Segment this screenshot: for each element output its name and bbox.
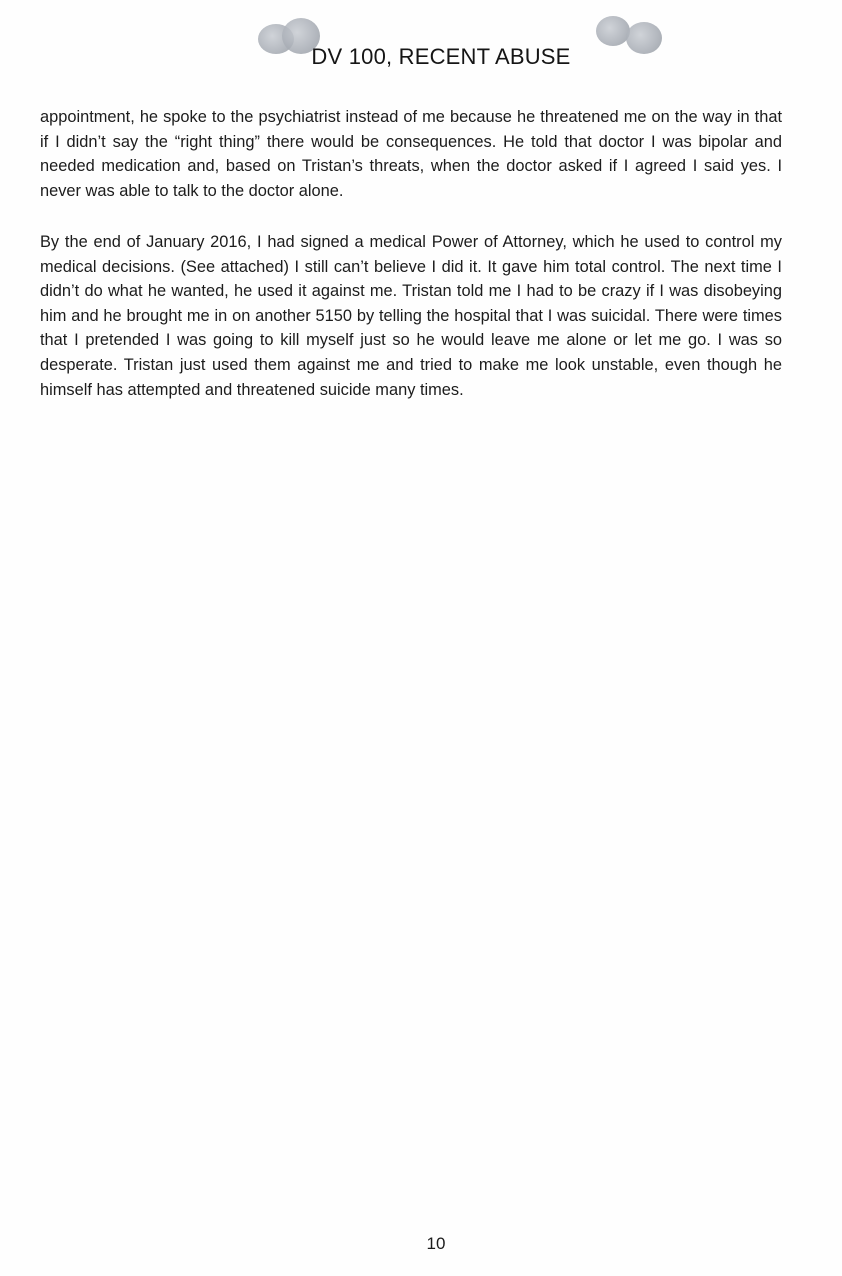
redaction-mark — [596, 16, 630, 46]
paragraph: appointment, he spoke to the psychiatrist instead of me because he threatened me on the way in that if I didn’t say the “right thing” there would be consequences. He told that doctor I was bipolar and needed medication and, based on Tristan’s threats, when the doctor asked if I agreed I said yes. I never was able to talk to the doctor alone. — [40, 108, 782, 200]
paragraph: By the end of January 2016, I had signed a medical Power of Attorney, which he used to control my medical decisions. (See attached) I still can’t believe I did it. It gave him total control. The next time I didn’t do what he wanted, he used it against me. Tristan told me I had to be crazy if I was disobeying him and he brought me in on another 5150 by telling the hospital that I was suicidal. There were times that I pretended I was going to kill myself just so he would leave me alone or let me go. I was so desperate. Tristan just used them against me and tried to make me look unstable, even though he himself has attempted and threatened suicide many times. — [40, 233, 782, 399]
page-number: 10 — [426, 1234, 446, 1253]
page-title: DV 100, RECENT ABUSE — [311, 44, 571, 69]
